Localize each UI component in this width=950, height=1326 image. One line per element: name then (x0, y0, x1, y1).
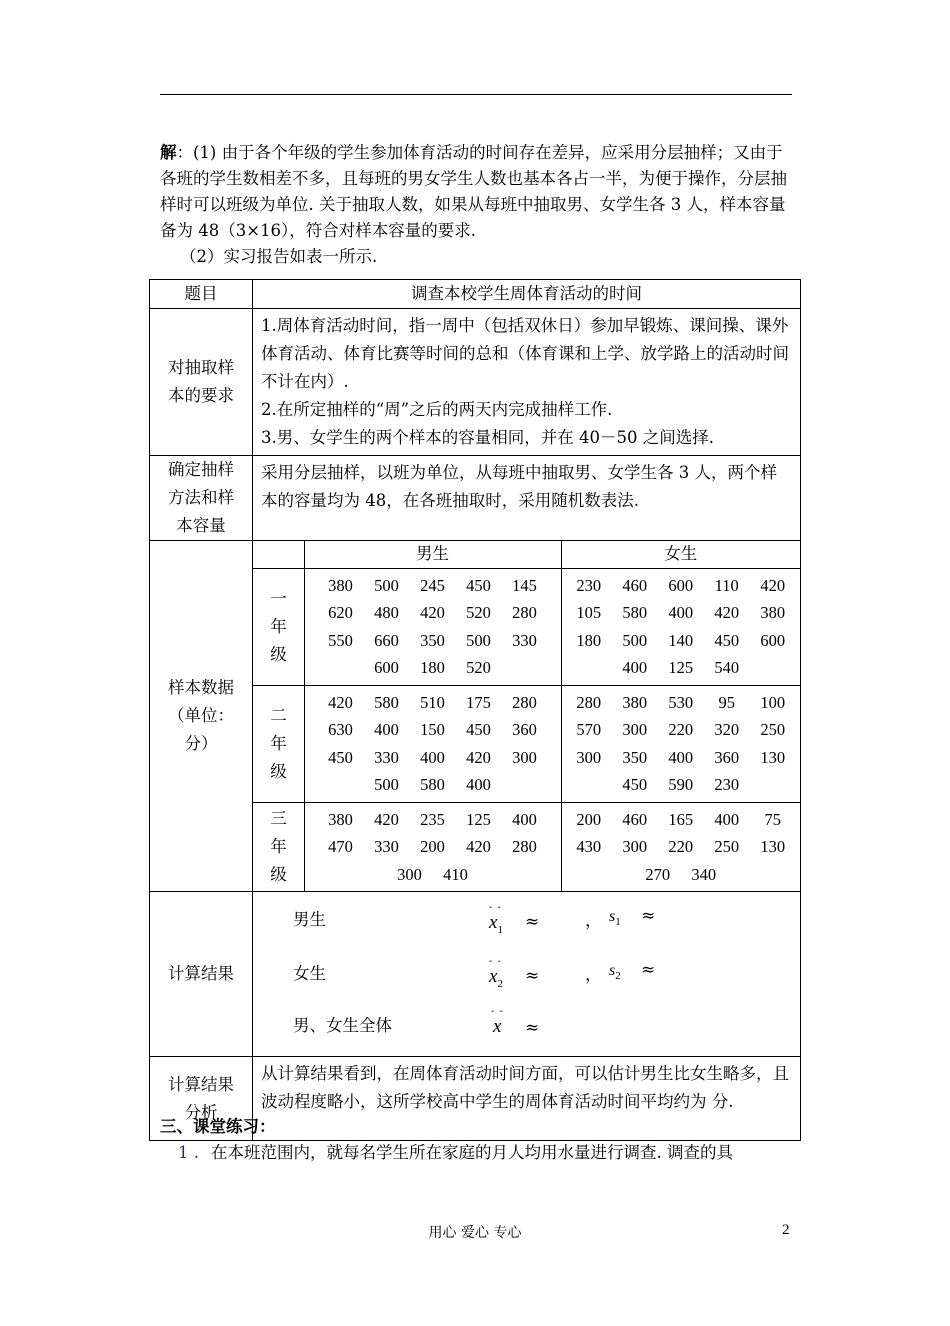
sample-value: 180 (576, 630, 602, 650)
exercise-heading: 三、课堂练习： (160, 1117, 276, 1136)
sample-value: 600 (668, 575, 694, 595)
sample-value: 400 (622, 658, 648, 677)
sample-value: 620 (328, 603, 353, 622)
sample-value: 400 (512, 809, 537, 829)
sample-value: 280 (512, 837, 537, 856)
sd-female-symbol: $s_2$ (609, 962, 621, 983)
sample-value: 130 (760, 747, 786, 767)
sample-value: 430 (576, 837, 602, 856)
sample-row (305, 689, 561, 717)
sample-row (305, 572, 561, 600)
sample-value: 230 (714, 775, 740, 794)
sd-male-symbol: $s_1$ (609, 908, 621, 929)
analysis-text: 从计算结果看到，在周体育活动时间方面，可以估计男生比女生略多，且波动程度略小，这所学校高中学生的周体育活动时间平均约为 分. (253, 1057, 801, 1141)
sample-row (305, 833, 561, 861)
sample-row (562, 716, 801, 744)
requirement-1: 1.周体育活动时间，指一周中（包括双休日）参加早锻炼、课间操、课外体育活动、体育比赛等时间的总和（体育课和上学、放学路上的活动时间不计在内）. (261, 316, 789, 391)
sample-value: 340 (691, 864, 717, 884)
sample-value: 360 (714, 747, 740, 767)
footer-text: 用心 爱心 专心 (428, 1225, 522, 1241)
sample-row (305, 806, 561, 834)
sample-value: 180 (420, 658, 445, 677)
sample-value: 660 (374, 630, 399, 650)
grade-1-female (561, 568, 800, 685)
sample-value: 250 (760, 720, 786, 739)
sample-value: 400 (668, 603, 694, 622)
sample-value: 510 (420, 692, 445, 712)
topic-value: 调查本校学生周体育活动的时间 (253, 280, 801, 309)
sample-value: 400 (374, 720, 399, 739)
mean-male-symbol: $x_1$ (489, 912, 503, 936)
sample-row (305, 627, 561, 655)
sample-row (562, 627, 801, 655)
sample-value: 200 (420, 837, 445, 856)
sample-value: 590 (668, 775, 694, 794)
sample-row (562, 572, 801, 600)
grade-3-female (561, 802, 800, 891)
page-number: 2 (782, 1222, 790, 1238)
sample-value: 300 (576, 747, 602, 767)
comma-female: ， (585, 965, 602, 985)
calc-female-label: 女生 (293, 964, 326, 983)
grade-3-male (304, 802, 561, 891)
sample-value: 410 (443, 864, 468, 884)
sample-row (562, 654, 801, 682)
sample-value: 450 (466, 720, 491, 739)
sample-row (562, 744, 801, 772)
sample-value: 280 (576, 692, 602, 712)
analysis-label: 计算结果分析 (150, 1057, 253, 1141)
sample-value: 175 (466, 692, 491, 712)
sample-value: 420 (328, 692, 353, 712)
female-header: 女生 (561, 541, 800, 568)
sample-value: 125 (668, 658, 694, 677)
exercise-number: 1 . (178, 1143, 199, 1162)
exercise-text: 在本班范围内，就每名学生所在家庭的月人均用水量进行调查. 调查的具 (211, 1143, 733, 1162)
sample-value: 420 (374, 809, 399, 829)
sample-row (305, 716, 561, 744)
sample-value: 350 (420, 630, 445, 650)
sample-value: 230 (576, 575, 602, 595)
sample-value: 520 (466, 658, 491, 677)
grade-1-male (304, 568, 561, 685)
topic-label: 题目 (150, 280, 253, 309)
grade-1-label: 一年级 (253, 568, 304, 685)
sample-value: 550 (328, 630, 353, 650)
approx-male-mean: ≈ (525, 912, 540, 932)
sample-value: 630 (328, 720, 353, 739)
sample-value: 540 (714, 658, 740, 677)
sample-value: 200 (576, 809, 602, 829)
sample-value: 220 (668, 837, 694, 856)
sample-value: 165 (668, 809, 694, 829)
sample-value: 100 (760, 692, 786, 712)
sample-value: 110 (714, 575, 739, 595)
sample-row (562, 833, 801, 861)
sample-value: 460 (622, 575, 648, 595)
sample-data-cell (253, 541, 801, 892)
sample-value: 320 (714, 720, 740, 739)
approx-female-sd: ≈ (641, 960, 656, 980)
sample-value: 280 (512, 692, 537, 712)
grade-header-blank (253, 541, 304, 568)
sample-value: 330 (374, 747, 399, 767)
exercise-item-1 (178, 1140, 818, 1166)
grade-2-male (304, 685, 561, 802)
sample-value: 480 (374, 603, 399, 622)
sample-value: 300 (622, 720, 648, 739)
sample-value: 400 (668, 747, 694, 767)
sample-value: 420 (760, 575, 786, 595)
sample-row (305, 771, 561, 799)
sample-value: 400 (714, 809, 740, 829)
sample-value: 500 (374, 575, 399, 595)
grade-2-female (561, 685, 800, 802)
requirement-3: 3.男、女学生的两个样本的容量相同，并在 40－50 之间选择. (261, 428, 714, 447)
sample-value: 580 (622, 603, 648, 622)
calc-cell (253, 892, 801, 1057)
sample-value: 520 (466, 603, 491, 622)
sample-value: 280 (512, 603, 537, 622)
sample-row (305, 744, 561, 772)
sample-row (562, 771, 801, 799)
sample-value: 125 (466, 809, 491, 829)
sample-value: 460 (622, 809, 648, 829)
sample-value: 300 (622, 837, 648, 856)
approx-all-mean: ≈ (525, 1018, 540, 1038)
mean-all-symbol: x (493, 1016, 502, 1037)
sample-value: 450 (328, 747, 353, 767)
sample-row (562, 806, 801, 834)
calc-label: 计算结果 (150, 892, 253, 1057)
sample-value: 500 (466, 630, 491, 650)
sample-value: 140 (668, 630, 694, 650)
sample-value: 75 (764, 809, 781, 829)
sample-row (562, 689, 801, 717)
sample-value: 360 (512, 720, 537, 739)
method-text: 采用分层抽样，以班为单位，从每班中抽取男、女学生各 3 人，两个样本的容量均为 48，在各班抽取时，采用随机数表法. (253, 456, 801, 541)
sample-row (305, 861, 561, 889)
sample-value: 380 (328, 575, 353, 595)
practice-report-table (149, 279, 801, 1141)
sample-value: 300 (397, 864, 422, 884)
method-label: 确定抽样方法和样本容量 (150, 456, 253, 541)
sample-value: 600 (760, 630, 786, 650)
calc-male-label: 男生 (293, 910, 326, 929)
header-rule (160, 94, 792, 95)
mean-female-symbol: $x_2$ (489, 966, 503, 990)
male-header: 男生 (304, 541, 561, 568)
sample-value: 450 (714, 630, 740, 650)
sample-value: 500 (374, 775, 399, 794)
sample-value: 105 (576, 603, 602, 622)
sample-value: 400 (466, 775, 491, 794)
sample-value: 350 (622, 747, 648, 767)
sample-row (562, 861, 801, 889)
grade-3-label: 三年级 (253, 802, 304, 891)
solution-text: ：(1) 由于各个年级的学生参加体育活动的时间存在差异，应采用分层抽样；又由于各班的学生数相差不多，且每班的男女学生人数也基本各占一半，为便于操作，分层抽样时可以班级为单位. 关于抽取人数，如果从每班中抽取男、女学生各 3 人，样本容量备为 48（3×16），符合对样本容量的要求. (160, 143, 787, 240)
sample-value: 150 (420, 720, 445, 739)
sample-value: 330 (374, 837, 399, 856)
sample-value: 450 (622, 775, 648, 794)
sample-value: 420 (714, 603, 740, 622)
approx-female-mean: ≈ (525, 966, 540, 986)
solution-part2: （2）实习报告如表一所示. (180, 247, 378, 266)
sample-value: 580 (420, 775, 445, 794)
sample-value: 420 (466, 837, 491, 856)
sample-row (305, 654, 561, 682)
sample-value: 500 (622, 630, 648, 650)
sample-row (305, 599, 561, 627)
sample-value: 330 (512, 630, 537, 650)
requirements-cell (253, 309, 801, 456)
sample-value: 380 (622, 692, 648, 712)
sample-value: 145 (512, 575, 537, 595)
sample-value: 570 (576, 720, 602, 739)
sample-value: 245 (420, 575, 445, 595)
sample-data-table (253, 541, 800, 891)
sample-value: 130 (760, 837, 786, 856)
mean-bar-2: - - (489, 956, 502, 967)
sample-value: 300 (512, 747, 537, 767)
comma-male: ， (585, 911, 602, 931)
sample-value: 235 (420, 809, 445, 829)
sample-value: 450 (466, 575, 491, 595)
solution-label: 解 (160, 143, 177, 162)
sample-row (562, 599, 801, 627)
sample-value: 420 (466, 747, 491, 767)
mean-bar-1: - - (489, 902, 502, 913)
grade-2-label: 二年级 (253, 685, 304, 802)
solution-paragraph (160, 140, 796, 270)
mean-bar-all: - - (491, 1006, 504, 1017)
sample-value: 470 (328, 837, 353, 856)
sample-label: 样本数据（单位：分） (150, 541, 253, 892)
sample-value: 420 (420, 603, 445, 622)
sample-value: 530 (668, 692, 694, 712)
sample-value: 380 (760, 603, 786, 622)
requirements-label: 对抽取样本的要求 (150, 309, 253, 456)
calc-all-label: 男、女生全体 (293, 1016, 392, 1035)
sample-value: 380 (328, 809, 353, 829)
approx-male-sd: ≈ (641, 906, 656, 926)
sample-value: 270 (645, 864, 671, 884)
sample-value: 400 (420, 747, 445, 767)
sample-value: 600 (374, 658, 399, 677)
sample-value: 580 (374, 692, 399, 712)
sample-value: 220 (668, 720, 694, 739)
sample-value: 250 (714, 837, 740, 856)
sample-value: 95 (718, 692, 735, 712)
requirement-2: 2.在所定抽样的“周”之后的两天内完成抽样工作. (261, 400, 613, 419)
